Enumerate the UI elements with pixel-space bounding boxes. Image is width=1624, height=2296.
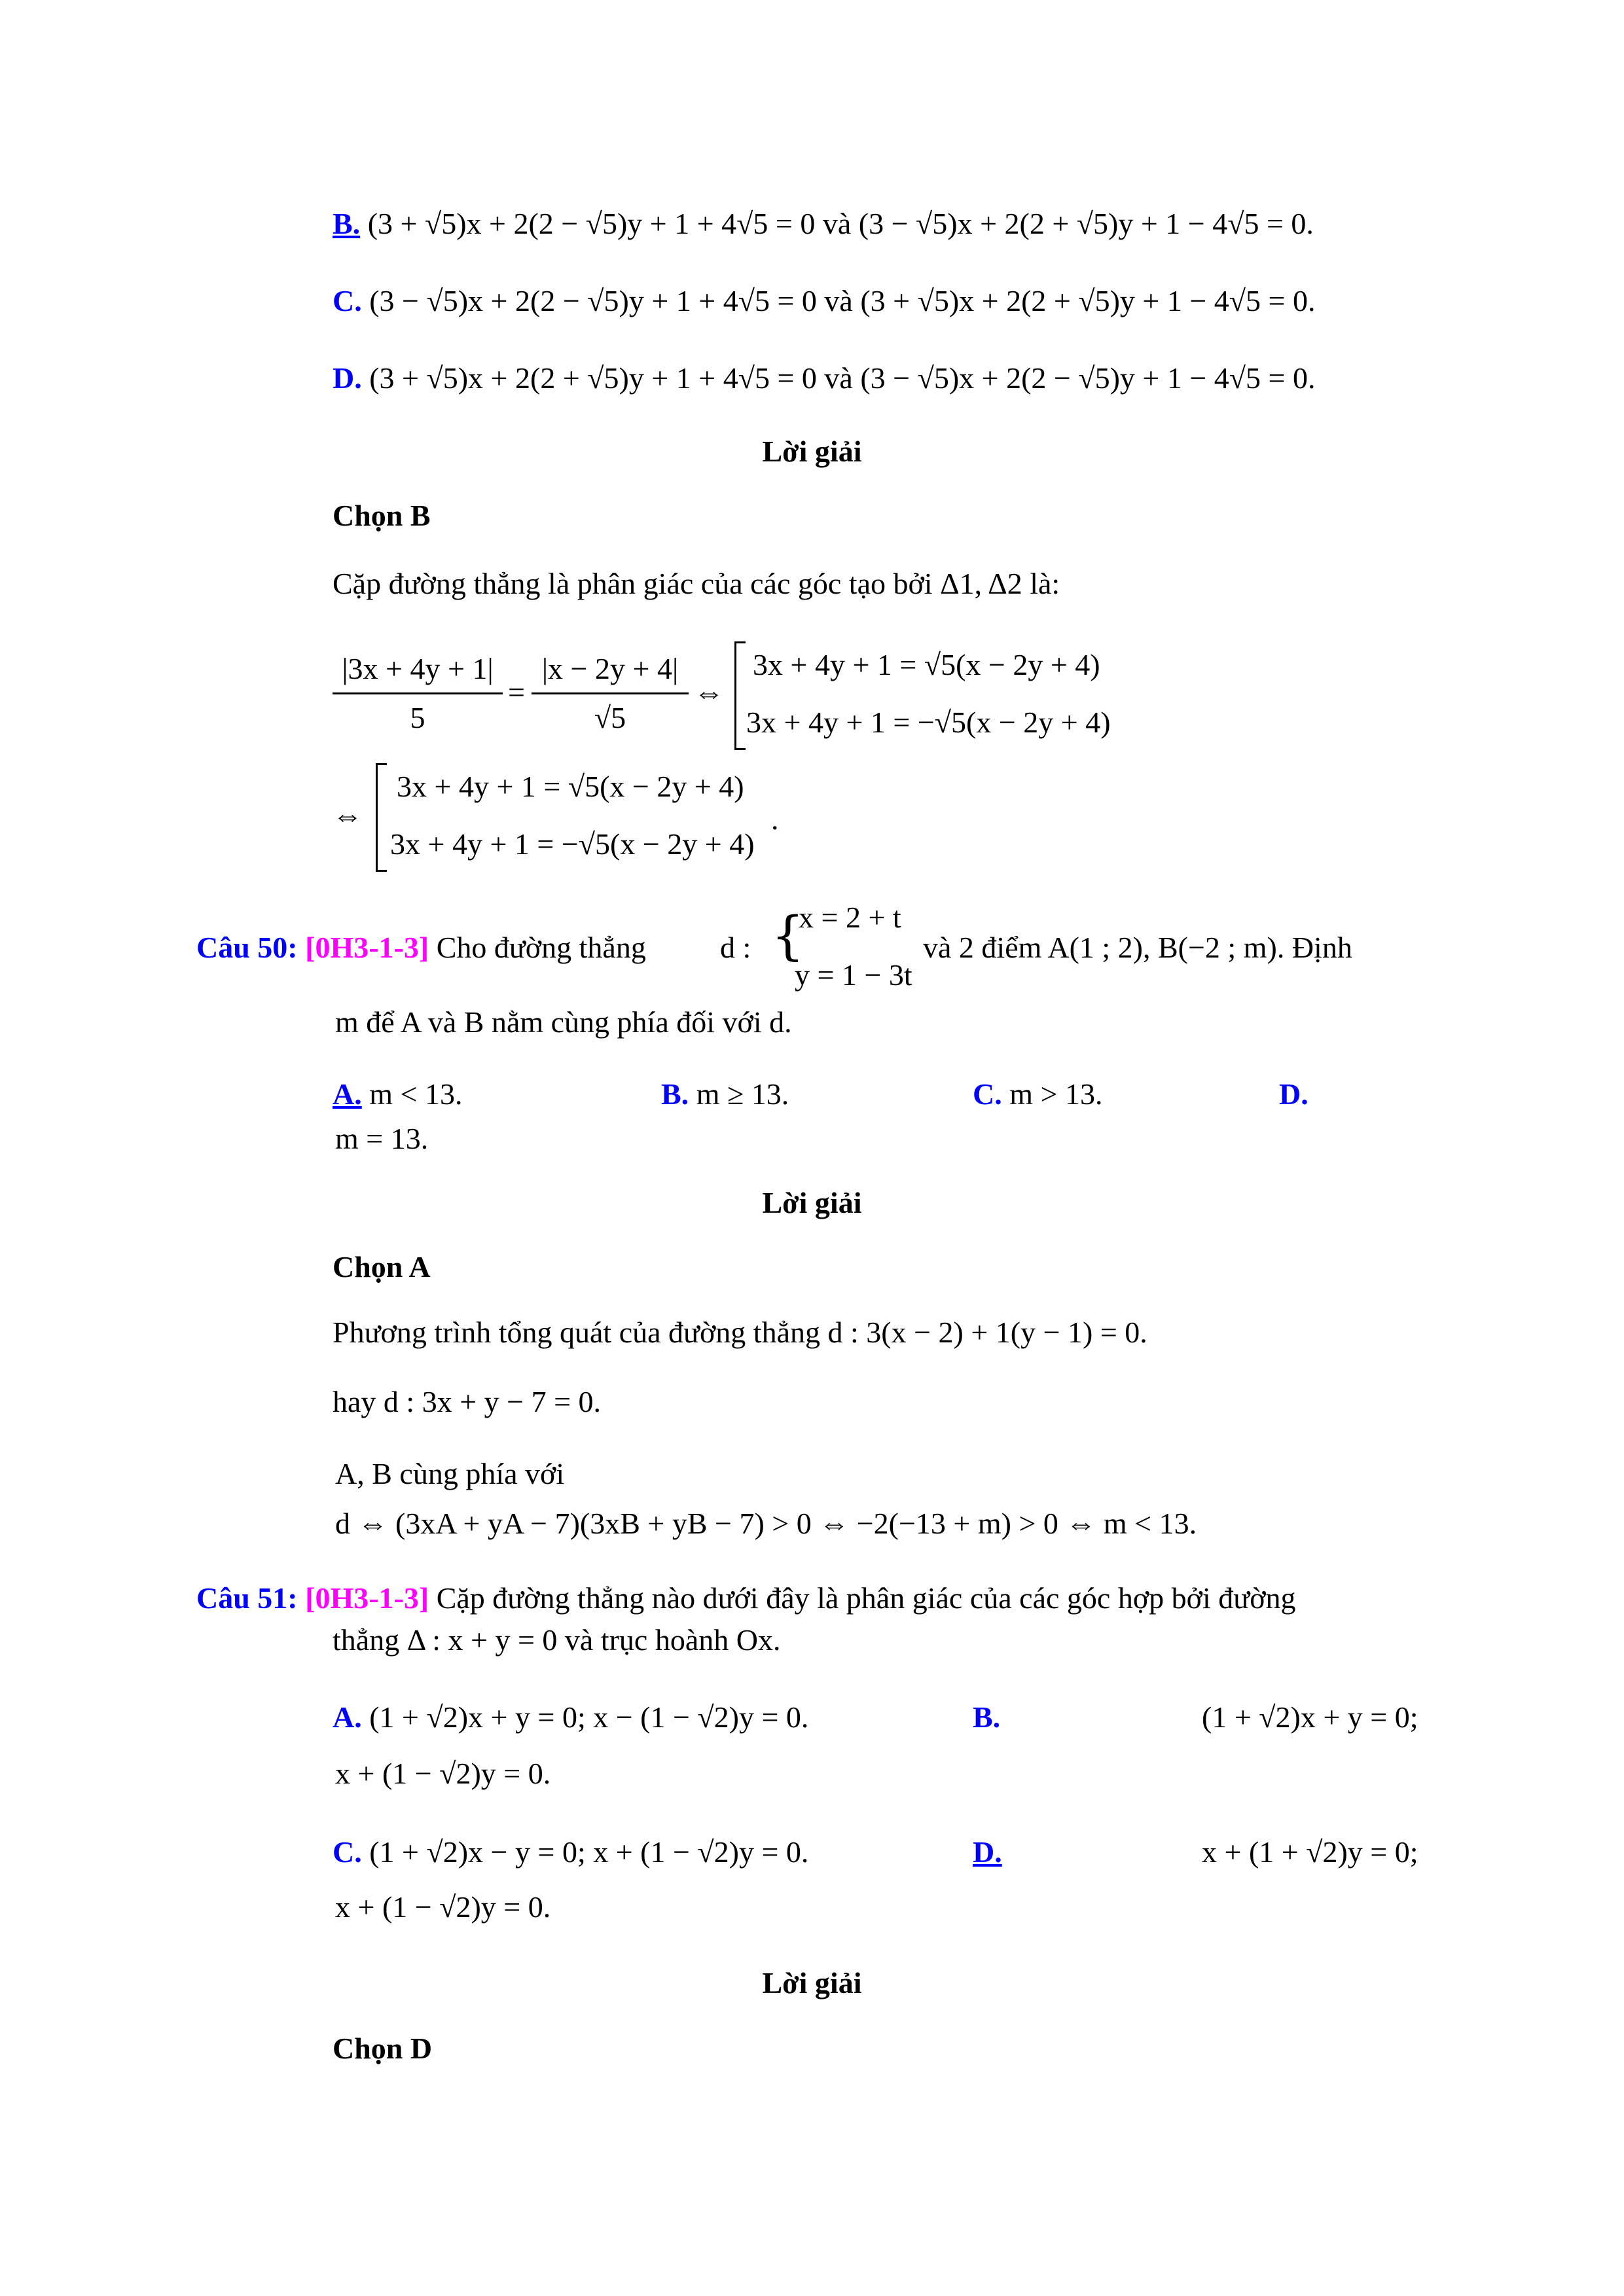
fraction-numerator: |x − 2y + 4| [541, 652, 679, 685]
fraction-denominator: √5 [594, 701, 626, 734]
option-c-prev [333, 281, 1315, 321]
system-line: x = 2 + t [799, 901, 901, 934]
question-text: và 2 điểm A(1 ; 2), B(−2 ; m). Định [923, 931, 1352, 964]
fraction-bar [333, 692, 503, 694]
question-tag: [0H3-1-3] [305, 931, 429, 964]
option-label: D. [333, 361, 362, 395]
chosen-answer: Chọn A [333, 1250, 431, 1283]
line-label: d : [720, 931, 751, 964]
option-text: m ≥ 13. [696, 1077, 789, 1111]
solution-heading: Lời giải [762, 1966, 862, 2000]
option-text: (3 + √5)x + 2(2 − √5)y + 1 + 4√5 = 0 và (3 − √5)x + 2(2 + √5)y + 1 − 4√5 = 0. [367, 207, 1314, 240]
fraction-bar [532, 692, 689, 694]
system-line: 3x + 4y + 1 = √5(x − 2y + 4) [397, 770, 744, 803]
iff-symbol: ⇔ [333, 798, 363, 832]
brace-icon: { [771, 905, 804, 966]
solution-line: Phương trình tổng quát của đường thẳng d : 3(x − 2) + 1(y − 1) = 0. [333, 1316, 1147, 1349]
bracket-icon [376, 763, 387, 872]
fraction-denominator: 5 [410, 701, 425, 734]
question-text: Cặp đường thẳng nào dưới đây là phân giác của các góc hợp bởi đường [436, 1581, 1296, 1615]
option-text: (1 + √2)x − y = 0; x + (1 − √2)y = 0. [369, 1835, 809, 1869]
option-text: x + (1 + √2)y = 0; [1202, 1835, 1418, 1869]
option-text: x + (1 − √2)y = 0. [335, 1757, 551, 1790]
option-label: B. [333, 207, 361, 240]
solution-intro: Cặp đường thẳng là phân giác của các góc tạo bởi Δ1, Δ2 là: [333, 567, 1060, 600]
option-label: D. [1279, 1077, 1308, 1111]
fraction-numerator: |3x + 4y + 1| [342, 652, 494, 685]
option-a [333, 1698, 808, 1737]
option-text: m < 13. [369, 1077, 463, 1111]
chosen-answer: Chọn B [333, 499, 431, 532]
option-label: A. [333, 1077, 362, 1111]
option-text: (3 + √5)x + 2(2 + √5)y + 1 + 4√5 = 0 và (3 − √5)x + 2(2 − √5)y + 1 − 4√5 = 0. [369, 361, 1316, 395]
question-label: Câu 50: [196, 931, 298, 964]
question-51-stem [196, 1579, 1296, 1618]
option-text: (1 + √2)x + y = 0; [1202, 1700, 1418, 1734]
system-line: 3x + 4y + 1 = −√5(x − 2y + 4) [390, 827, 755, 861]
solution-line: d ⇔ (3xA + yA − 7)(3xB + yB − 7) > 0 ⇔ −2(−13 + m) > 0 ⇔ m < 13. [335, 1507, 1197, 1540]
option-text: x + (1 − √2)y = 0. [335, 1890, 551, 1924]
option-a [333, 1075, 462, 1114]
option-text: m = 13. [335, 1122, 429, 1155]
system-line: 3x + 4y + 1 = √5(x − 2y + 4) [753, 648, 1100, 681]
solution-line: A, B cùng phía với [335, 1457, 565, 1490]
option-b-prev [333, 204, 1314, 243]
question-tag: [0H3-1-3] [305, 1581, 429, 1615]
question-label: Câu 51: [196, 1581, 298, 1615]
option-label: C. [333, 1835, 362, 1869]
system-line: y = 1 − 3t [795, 958, 912, 992]
fraction-right [532, 648, 689, 739]
period: . [771, 802, 779, 836]
system-line: 3x + 4y + 1 = −√5(x − 2y + 4) [746, 706, 1111, 739]
bracket-icon [734, 641, 746, 750]
chosen-answer: Chọn D [333, 2032, 433, 2065]
option-label: C. [973, 1077, 1002, 1111]
option-label: B. [973, 1700, 1001, 1734]
fraction-left [333, 648, 503, 739]
solution-heading: Lời giải [762, 435, 862, 468]
solution-line: hay d : 3x + y − 7 = 0. [333, 1385, 602, 1418]
option-text: m > 13. [1009, 1077, 1103, 1111]
option-label: D. [973, 1835, 1002, 1869]
question-text: m để A và B nằm cùng phía đối với d. [335, 1005, 792, 1039]
option-b [661, 1075, 789, 1114]
option-c [973, 1075, 1102, 1114]
option-label: A. [333, 1700, 362, 1734]
equals-sign: = [508, 675, 525, 709]
option-label: C. [333, 284, 362, 317]
question-text: Cho đường thẳng [436, 931, 646, 964]
option-c [333, 1833, 808, 1872]
question-50-stem [196, 928, 646, 967]
option-d-prev [333, 359, 1315, 398]
option-text: (1 + √2)x + y = 0; x − (1 − √2)y = 0. [369, 1700, 809, 1734]
solution-heading: Lời giải [762, 1186, 862, 1219]
option-text: (3 − √5)x + 2(2 − √5)y + 1 + 4√5 = 0 và (3 + √5)x + 2(2 + √5)y + 1 − 4√5 = 0. [369, 284, 1316, 317]
question-text: thẳng Δ : x + y = 0 và trục hoành Ox. [333, 1623, 781, 1657]
option-label: B. [661, 1077, 689, 1111]
iff-symbol: ⇔ [694, 675, 724, 709]
